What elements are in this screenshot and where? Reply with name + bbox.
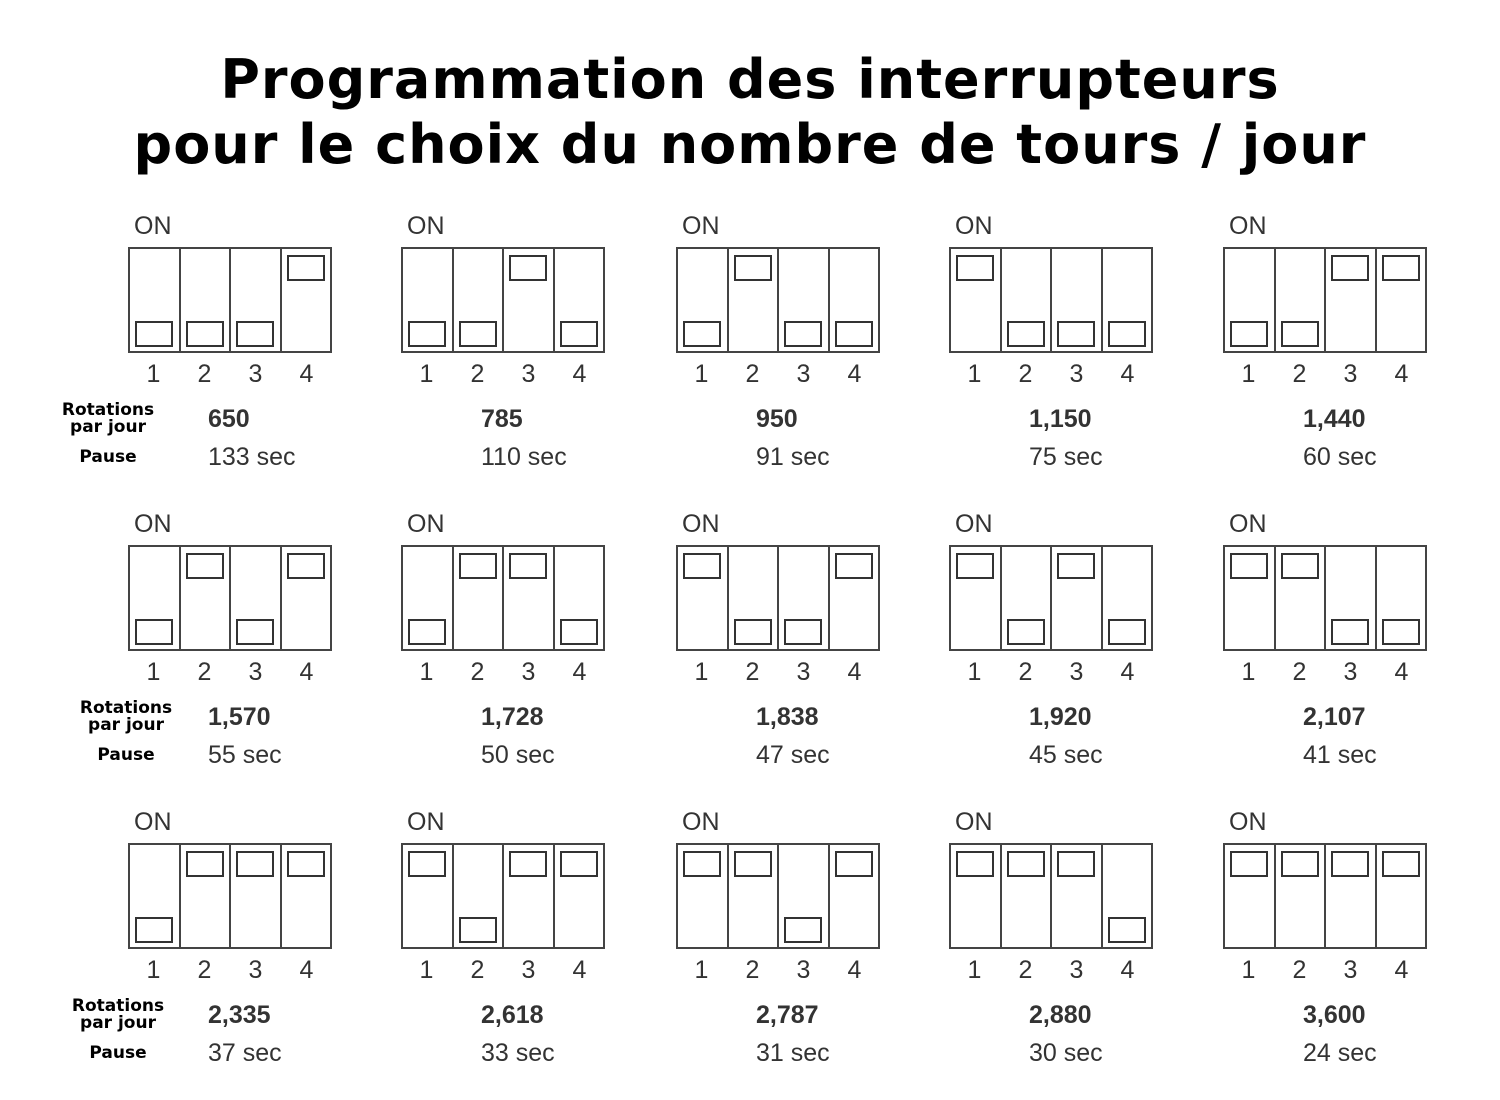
switch-slot-2 (181, 547, 232, 649)
switch-knob-down (1007, 619, 1045, 645)
rotations-value: 1,440 (1303, 405, 1366, 433)
switch-knob-up (683, 553, 721, 579)
switch-numbers (128, 360, 332, 388)
switch-numbers (676, 360, 880, 388)
on-label: ON (955, 212, 993, 240)
switch-slot-1 (951, 249, 1002, 351)
rotations-label-line1: Rotations (71, 996, 165, 1016)
switch-knob-up (1331, 255, 1369, 281)
rotations-label-line2: par jour (70, 417, 146, 437)
switch-slot-2 (454, 845, 505, 947)
rotations-value: 950 (756, 405, 798, 433)
pause-value: 45 sec (1029, 741, 1103, 769)
switch-number: 4 (572, 956, 587, 984)
rotations-label-line1: Rotations (79, 698, 173, 718)
switch-slot-1 (130, 845, 181, 947)
switch-slot-2 (454, 547, 505, 649)
switch-knob-up (509, 255, 547, 281)
switch-slot-3 (231, 249, 282, 351)
switch-knob-down (1108, 917, 1146, 943)
switch-slot-4 (555, 845, 604, 947)
switch-knob-down (1108, 321, 1146, 347)
switch-knob-down (1007, 321, 1045, 347)
switch-knob-up (408, 851, 446, 877)
switch-knob-down (1281, 321, 1319, 347)
switch-knob-up (835, 851, 873, 877)
pause-value: 41 sec (1303, 741, 1377, 769)
pause-value: 110 sec (481, 443, 567, 471)
dip-switch (401, 247, 605, 353)
switch-slot-1 (951, 547, 1002, 649)
on-label: ON (407, 212, 445, 240)
switch-knob-down (1331, 619, 1369, 645)
switch-knob-down (135, 321, 173, 347)
switch-slot-4 (830, 249, 879, 351)
switch-number: 1 (146, 658, 161, 686)
switch-slot-2 (1276, 249, 1327, 351)
switch-knob-down (459, 321, 497, 347)
pause-value: 91 sec (756, 443, 830, 471)
switch-number: 2 (1018, 658, 1033, 686)
switch-number: 3 (796, 956, 811, 984)
switch-number: 1 (967, 956, 982, 984)
switch-setting-15 (1223, 808, 1483, 1078)
rotations-value: 1,150 (1029, 405, 1092, 433)
switch-number: 2 (197, 360, 212, 388)
switch-knob-up (509, 851, 547, 877)
pause-value: 30 sec (1029, 1039, 1103, 1067)
switch-knob-up (1230, 851, 1268, 877)
pause-value: 37 sec (208, 1039, 282, 1067)
switch-number: 4 (1394, 360, 1409, 388)
switch-slot-2 (1276, 845, 1327, 947)
switch-knob-up (956, 553, 994, 579)
switch-number: 4 (847, 360, 862, 388)
switch-number: 4 (572, 658, 587, 686)
switch-setting-3 (676, 212, 936, 482)
switch-number: 1 (694, 360, 709, 388)
rotations-value: 785 (481, 405, 523, 433)
switch-slot-2 (181, 845, 232, 947)
switch-slot-3 (779, 547, 830, 649)
switch-slot-4 (1103, 249, 1152, 351)
switch-number: 2 (197, 658, 212, 686)
switch-slot-1 (951, 845, 1002, 947)
switch-number: 1 (146, 956, 161, 984)
switch-knob-up (683, 851, 721, 877)
dip-switch (949, 545, 1153, 651)
switch-slot-2 (1002, 845, 1053, 947)
switch-knob-up (1007, 851, 1045, 877)
rotations-row-label (66, 700, 186, 734)
switch-number: 2 (470, 360, 485, 388)
switch-number: 3 (1069, 956, 1084, 984)
switch-number: 3 (248, 658, 263, 686)
switch-knob-down (1108, 619, 1146, 645)
switch-number: 1 (967, 360, 982, 388)
switch-number: 4 (847, 658, 862, 686)
on-label: ON (134, 510, 172, 538)
on-label: ON (134, 212, 172, 240)
dip-switch (676, 247, 880, 353)
switch-knob-up (956, 255, 994, 281)
switch-number: 3 (1069, 360, 1084, 388)
switch-knob-down (784, 917, 822, 943)
switch-numbers (401, 658, 605, 686)
switch-knob-up (1331, 851, 1369, 877)
pause-value: 47 sec (756, 741, 830, 769)
rotations-label-line1: Rotations (61, 400, 155, 420)
switch-slot-3 (231, 547, 282, 649)
dip-switch (949, 843, 1153, 949)
on-label: ON (955, 808, 993, 836)
switch-knob-up (1281, 851, 1319, 877)
switch-slot-4 (1103, 845, 1152, 947)
switch-knob-up (734, 255, 772, 281)
switch-slot-4 (1103, 547, 1152, 649)
switch-slot-3 (231, 845, 282, 947)
switch-knob-up (1057, 553, 1095, 579)
switch-number: 4 (572, 360, 587, 388)
pause-row-label: Pause (89, 1043, 147, 1063)
switch-slot-1 (403, 547, 454, 649)
switch-slot-2 (729, 249, 780, 351)
switch-knob-up (287, 255, 325, 281)
on-label: ON (955, 510, 993, 538)
switch-number: 2 (1292, 658, 1307, 686)
dip-switch (676, 843, 880, 949)
switch-knob-down (236, 619, 274, 645)
switch-knob-up (509, 553, 547, 579)
switch-number: 3 (521, 360, 536, 388)
switch-number: 2 (1292, 360, 1307, 388)
switch-number: 4 (299, 956, 314, 984)
rotations-value: 2,335 (208, 1001, 271, 1029)
switch-setting-1 (128, 212, 388, 482)
dip-switch (949, 247, 1153, 353)
pause-value: 75 sec (1029, 443, 1103, 471)
switch-knob-down (784, 321, 822, 347)
switch-slot-4 (282, 845, 331, 947)
on-label: ON (407, 510, 445, 538)
switch-slot-1 (130, 249, 181, 351)
switch-knob-down (408, 619, 446, 645)
switch-slot-3 (504, 845, 555, 947)
switch-numbers (949, 658, 1153, 686)
switch-knob-up (236, 851, 274, 877)
switch-knob-down (560, 619, 598, 645)
switch-slot-2 (1002, 547, 1053, 649)
page-title-line2: pour le choix du nombre de tours / jour (133, 113, 1367, 176)
on-label: ON (682, 212, 720, 240)
rotations-value: 1,728 (481, 703, 544, 731)
switch-slot-2 (1002, 249, 1053, 351)
switch-slot-3 (1326, 249, 1377, 351)
switch-knob-down (560, 321, 598, 347)
on-label: ON (1229, 808, 1267, 836)
switch-slot-1 (1225, 249, 1276, 351)
switch-knob-up (1057, 851, 1095, 877)
switch-number: 4 (1394, 658, 1409, 686)
switch-numbers (1223, 658, 1427, 686)
switch-slot-3 (1326, 845, 1377, 947)
page-title-line1: Programmation des interrupteurs (220, 48, 1280, 111)
rotations-row-label (48, 402, 168, 436)
switch-slot-1 (403, 249, 454, 351)
on-label: ON (682, 510, 720, 538)
dip-switch (128, 843, 332, 949)
switch-number: 3 (1343, 658, 1358, 686)
switch-number: 4 (1120, 658, 1135, 686)
switch-slot-2 (181, 249, 232, 351)
rotations-value: 2,618 (481, 1001, 544, 1029)
switch-number: 1 (419, 956, 434, 984)
switch-slot-1 (1225, 845, 1276, 947)
switch-number: 3 (248, 360, 263, 388)
switch-numbers (1223, 360, 1427, 388)
switch-number: 2 (745, 360, 760, 388)
switch-knob-up (287, 553, 325, 579)
switch-slot-3 (504, 547, 555, 649)
switch-number: 1 (1241, 658, 1256, 686)
switch-slot-1 (1225, 547, 1276, 649)
pause-value: 133 sec (208, 443, 296, 471)
switch-knob-down (236, 321, 274, 347)
switch-number: 1 (967, 658, 982, 686)
switch-number: 4 (1120, 360, 1135, 388)
switch-slot-3 (1052, 845, 1103, 947)
switch-slot-4 (1377, 547, 1426, 649)
pause-value: 50 sec (481, 741, 555, 769)
switch-knob-down (1382, 619, 1420, 645)
switch-slot-4 (1377, 249, 1426, 351)
on-label: ON (682, 808, 720, 836)
switch-slot-3 (779, 845, 830, 947)
switch-knob-down (459, 917, 497, 943)
switch-knob-down (1057, 321, 1095, 347)
dip-switch (1223, 843, 1427, 949)
switch-slot-1 (678, 845, 729, 947)
switch-slot-1 (678, 547, 729, 649)
switch-slot-4 (830, 547, 879, 649)
rotations-value: 2,107 (1303, 703, 1366, 731)
pause-value: 33 sec (481, 1039, 555, 1067)
switch-number: 1 (419, 658, 434, 686)
switch-slot-3 (1326, 547, 1377, 649)
switch-numbers (401, 360, 605, 388)
switch-knob-up (734, 851, 772, 877)
pause-row-label: Pause (97, 745, 155, 765)
switch-knob-up (287, 851, 325, 877)
switch-knob-down (835, 321, 873, 347)
switch-setting-9 (949, 510, 1209, 780)
dip-switch (128, 545, 332, 651)
switch-slot-4 (830, 845, 879, 947)
switch-number: 4 (299, 658, 314, 686)
rotations-value: 2,787 (756, 1001, 819, 1029)
switch-knob-up (1281, 553, 1319, 579)
switch-setting-6 (128, 510, 388, 780)
switch-number: 2 (470, 658, 485, 686)
pause-value: 31 sec (756, 1039, 830, 1067)
switch-slot-4 (555, 547, 604, 649)
switch-numbers (676, 956, 880, 984)
switch-number: 1 (1241, 360, 1256, 388)
dip-switch (676, 545, 880, 651)
switch-knob-down (734, 619, 772, 645)
switch-knob-up (560, 851, 598, 877)
switch-slot-4 (555, 249, 604, 351)
switch-knob-down (1230, 321, 1268, 347)
switch-knob-down (683, 321, 721, 347)
switch-slot-1 (678, 249, 729, 351)
switch-setting-14 (949, 808, 1209, 1078)
switch-number: 4 (299, 360, 314, 388)
switch-numbers (128, 956, 332, 984)
switch-setting-13 (676, 808, 936, 1078)
switch-slot-2 (729, 547, 780, 649)
switch-setting-12 (401, 808, 661, 1078)
switch-number: 4 (1394, 956, 1409, 984)
switch-numbers (676, 658, 880, 686)
switch-number: 2 (1292, 956, 1307, 984)
switch-number: 2 (745, 658, 760, 686)
on-label: ON (1229, 212, 1267, 240)
switch-number: 3 (796, 360, 811, 388)
dip-switch (1223, 247, 1427, 353)
rotations-value: 650 (208, 405, 250, 433)
switch-knob-down (186, 321, 224, 347)
rotations-row-label (58, 998, 178, 1032)
switch-numbers (128, 658, 332, 686)
switch-knob-up (459, 553, 497, 579)
switch-number: 3 (1069, 658, 1084, 686)
rotations-value: 3,600 (1303, 1001, 1366, 1029)
switch-setting-2 (401, 212, 661, 482)
on-label: ON (407, 808, 445, 836)
switch-setting-11 (128, 808, 388, 1078)
switch-slot-3 (1052, 249, 1103, 351)
switch-number: 1 (419, 360, 434, 388)
switch-slot-2 (1276, 547, 1327, 649)
rotations-label-line2: par jour (88, 715, 164, 735)
switch-numbers (949, 956, 1153, 984)
switch-knob-up (186, 851, 224, 877)
switch-knob-up (1382, 851, 1420, 877)
switch-slot-2 (729, 845, 780, 947)
on-label: ON (1229, 510, 1267, 538)
rotations-value: 1,920 (1029, 703, 1092, 731)
pause-row-label: Pause (79, 447, 137, 467)
switch-setting-7 (401, 510, 661, 780)
switch-number: 3 (521, 956, 536, 984)
switch-numbers (1223, 956, 1427, 984)
switch-slot-1 (403, 845, 454, 947)
switch-setting-10 (1223, 510, 1483, 780)
switch-number: 2 (470, 956, 485, 984)
switch-slot-1 (130, 547, 181, 649)
switch-knob-up (835, 553, 873, 579)
on-label: ON (134, 808, 172, 836)
rotations-value: 1,838 (756, 703, 819, 731)
rotations-label-line2: par jour (80, 1013, 156, 1033)
switch-slot-3 (504, 249, 555, 351)
switch-slot-3 (1052, 547, 1103, 649)
rotations-value: 1,570 (208, 703, 271, 731)
switch-number: 1 (694, 956, 709, 984)
switch-number: 3 (1343, 360, 1358, 388)
switch-number: 2 (1018, 360, 1033, 388)
switch-slot-2 (454, 249, 505, 351)
switch-knob-up (1382, 255, 1420, 281)
switch-setting-4 (949, 212, 1209, 482)
switch-number: 2 (1018, 956, 1033, 984)
switch-number: 1 (146, 360, 161, 388)
rotations-value: 2,880 (1029, 1001, 1092, 1029)
switch-number: 3 (521, 658, 536, 686)
pause-value: 24 sec (1303, 1039, 1377, 1067)
switch-number: 3 (796, 658, 811, 686)
pause-value: 60 sec (1303, 443, 1377, 471)
switch-knob-down (408, 321, 446, 347)
switch-numbers (949, 360, 1153, 388)
switch-number: 3 (1343, 956, 1358, 984)
switch-slot-4 (282, 249, 331, 351)
switch-setting-8 (676, 510, 936, 780)
switch-setting-5 (1223, 212, 1483, 482)
dip-switch (1223, 545, 1427, 651)
switch-slot-4 (1377, 845, 1426, 947)
switch-number: 1 (1241, 956, 1256, 984)
switch-knob-up (956, 851, 994, 877)
switch-knob-up (1230, 553, 1268, 579)
switch-knob-down (135, 917, 173, 943)
switch-number: 4 (847, 956, 862, 984)
switch-number: 2 (745, 956, 760, 984)
switch-number: 2 (197, 956, 212, 984)
switch-number: 4 (1120, 956, 1135, 984)
switch-slot-4 (282, 547, 331, 649)
switch-number: 3 (248, 956, 263, 984)
switch-knob-up (186, 553, 224, 579)
switch-slot-3 (779, 249, 830, 351)
pause-value: 55 sec (208, 741, 282, 769)
switch-number: 1 (694, 658, 709, 686)
dip-switch (128, 247, 332, 353)
dip-switch (401, 843, 605, 949)
switch-numbers (401, 956, 605, 984)
dip-switch (401, 545, 605, 651)
switch-knob-down (135, 619, 173, 645)
switch-knob-down (784, 619, 822, 645)
